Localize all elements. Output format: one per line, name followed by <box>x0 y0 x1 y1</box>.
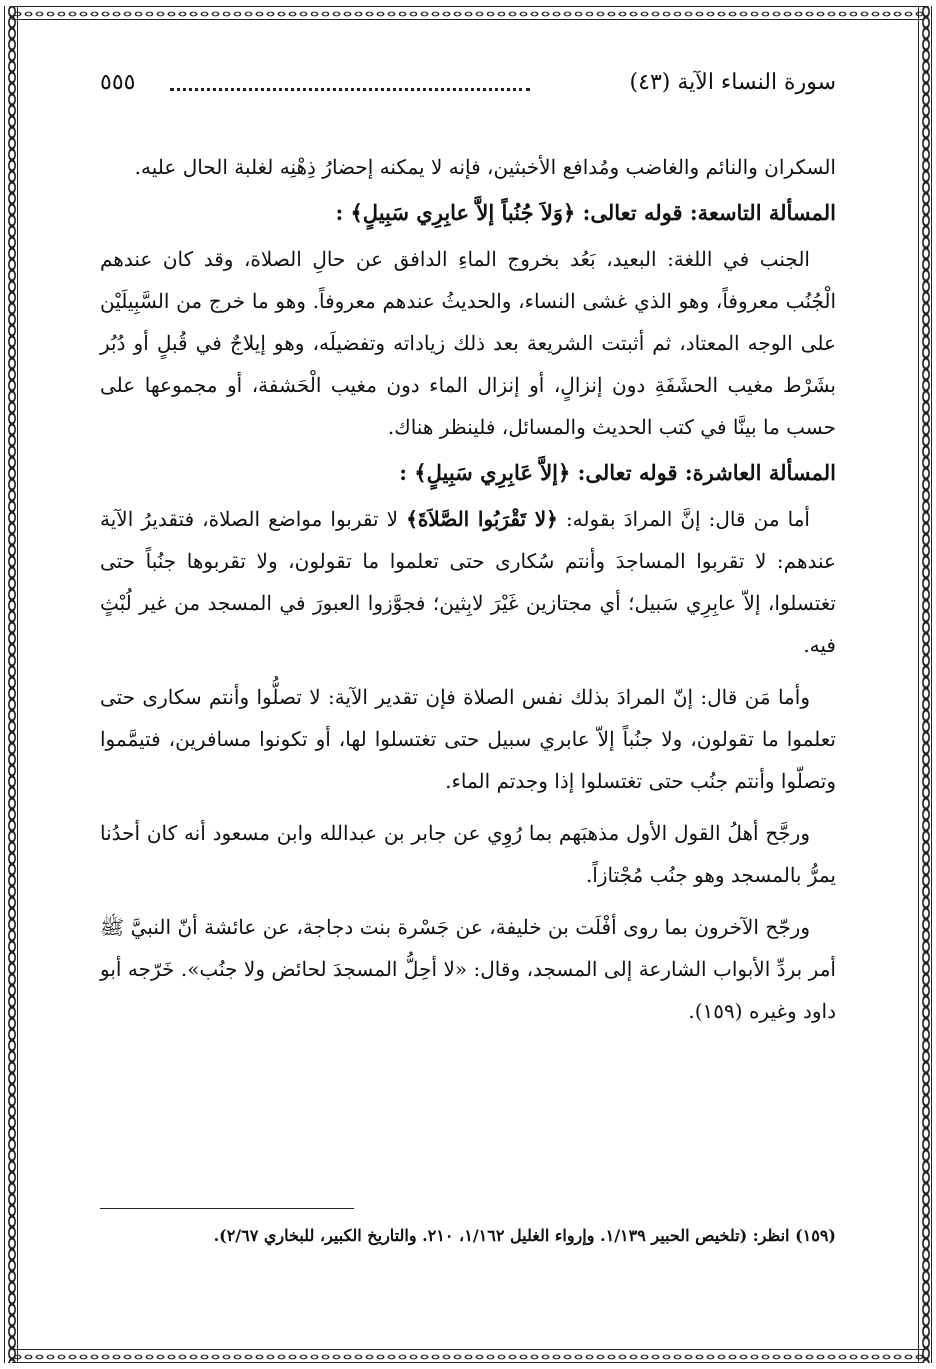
footnote-159: (١٥٩) انظر: (تلخيص الحبير ١/١٣٩. وإرواء الغليل ١/١٦٢، ٢١٠. والتاريخ الكبير، للبخاري ٢/٦٧). <box>213 1226 836 1245</box>
quran-quote: ﴿إلاَّ عَابِرِي سَبِيلٍ﴾ : <box>399 460 571 485</box>
quran-quote: ﴿لا تَقْرَبُوا الصَّلاَةَ﴾ <box>406 507 558 531</box>
header-dot-leader <box>170 88 530 91</box>
paragraph-3-rest: لا تقربوا مواضع الصلاة، فتقديرُ الآية عندهم: لا تقربوا المساجدَ وأنتم سُكارى حتى تعلموا ما تقولون، ولا تقربوها جنُباً حتى تغتسلوا، إلاّ عابِرِي سَبيل؛ أي مجتازين غَيْرَ لابِثين؛ فجوَّزوا العبورَ في المسجد من غير لُبْثٍ فيه. <box>100 507 836 657</box>
page <box>100 0 836 1369</box>
paragraph-3-start: أما من قال: إنَّ المرادَ بقوله: <box>565 507 810 531</box>
header-title: سورة النساء الآية (٤٣) <box>629 70 836 95</box>
heading-label: المسألة التاسعة: قوله تعالى: <box>582 200 836 225</box>
page-number: ٥٥٥ <box>100 70 136 95</box>
heading-tenth-issue <box>100 452 836 494</box>
main-text <box>100 146 836 1032</box>
paragraph-5: ورجَّح أهلُ القول الأول مذهبَهم بما رُوِي عن جابر بن عبدالله وابن مسعود أنه كان أحدُنا يمرُّ بالمسجد وهو جنُب مُجْتازاً. <box>100 821 836 887</box>
ornamental-border-left <box>4 6 18 1363</box>
footnote-separator <box>100 1208 354 1209</box>
heading-label: المسألة العاشرة: قوله تعالى: <box>577 460 836 485</box>
paragraph-2: الجنب في اللغة: البعيد، بَعُد بخروج الماءِ الدافق عن حالِ الصلاة، وقد كان عندهم الْجُنُب معروفاً، وهو الذي غشى النساء، والحديثُ عندهم معروفاً. وهو ما خرج من السَّبِيلَيْن على الوجه المعتاد، ثم أثبتت الشريعة بعد ذلك زياداته وتفضيلَه، وهو إيلاجٌ في قُبلٍ أو دُبُر بشَرْط مغيب الحشَفَةِ دون إنزالٍ، أو إنزال الماء دون مغيب الْحَشفة، أو مجموعها على حسب ما بينَّا في كتب الحديث والمسائل، فلينظر هناك. <box>100 247 836 439</box>
ornamental-border-right <box>918 6 932 1363</box>
running-header <box>100 66 836 100</box>
paragraph-4: وأما مَن قال: إنّ المرادَ بذلك نفس الصلاة فإن تقدير الآية: لا تصلُّوا وأنتم سكارى حتى تعلموا ما تقولون، ولا جنُباً إلاّ عابري سبيل حتى تغتسلوا لها، أو تكونوا مسافرين، فتيمَّموا وتصلّوا وأنتم جنُب حتى تغتسلوا إذا وجدتم الماء. <box>100 685 836 793</box>
heading-ninth-issue <box>100 192 836 234</box>
paragraph-3 <box>100 498 836 666</box>
quran-quote: ﴿وَلاَ جُنُباً إلاَّ عابِرِي سَبِيلٍ﴾ : <box>335 200 576 225</box>
paragraph-6: ورجّح الآخرون بما روى أفْلَت بن خليفة، عن جَسْرة بنت دجاجة، عن عائشة أنّ النبيَّ ﷺ أمر بردِّ الأبواب الشارعة إلى المسجد، وقال: «لا أحِلُّ المسجدَ لحائض ولا جنُب». خَرّجه أبو داود وغيره (١٥٩). <box>100 915 836 1023</box>
paragraph-1: السكران والنائم والغاضب ومُدافع الأخبثين، فإنه لا يمكنه إحضارُ ذِهْنِه لغلبة الحال عليه. <box>134 155 836 179</box>
